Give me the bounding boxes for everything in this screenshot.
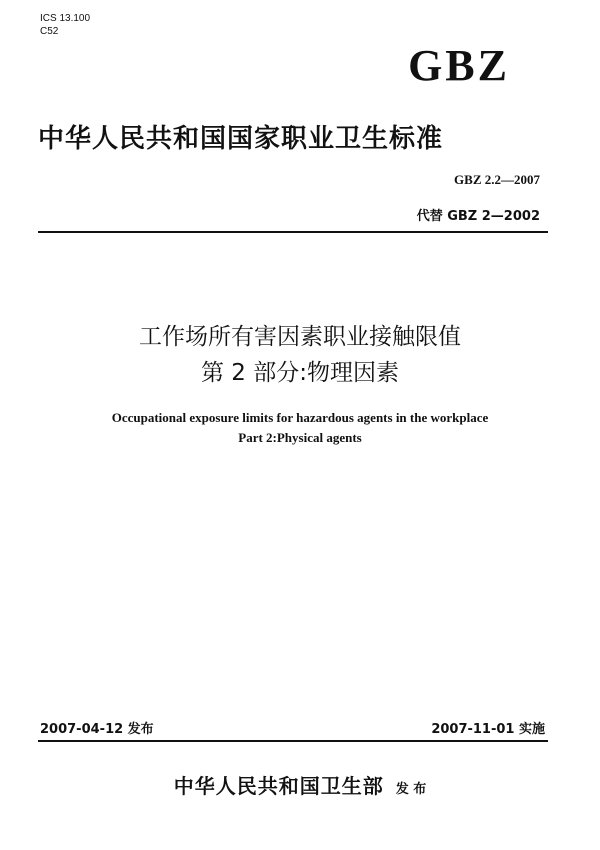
effective-date: 2007-11-01 实施 [431,722,545,737]
issue-date: 2007-04-12 发布 [40,722,154,737]
title-cn-line2: 第 2 部分:物理因素 [200,360,399,386]
ics-code: ICS 13.100 [40,13,91,24]
publisher-action: 发 布 [395,782,427,797]
national-standard-title: 中华人民共和国国家职业卫生标准 [38,124,444,154]
bottom-divider [38,740,548,742]
top-divider [38,231,548,233]
title-cn-line1: 工作场所有害因素职业接触限值 [139,324,461,350]
title-en-line2: Part 2:Physical agents [238,430,362,445]
publisher-name: 中华人民共和国卫生部 [173,774,384,798]
replaces-standard: 代替 GBZ 2—2002 [416,209,540,224]
gbz-logo: GBZ [408,41,510,90]
publisher [0,770,600,799]
standard-number: GBZ 2.2—2007 [454,172,540,187]
ccs-code: C52 [40,26,59,37]
classification-codes [40,12,90,38]
title-en-line1: Occupational exposure limits for hazardous agents in the workplace [111,410,489,425]
